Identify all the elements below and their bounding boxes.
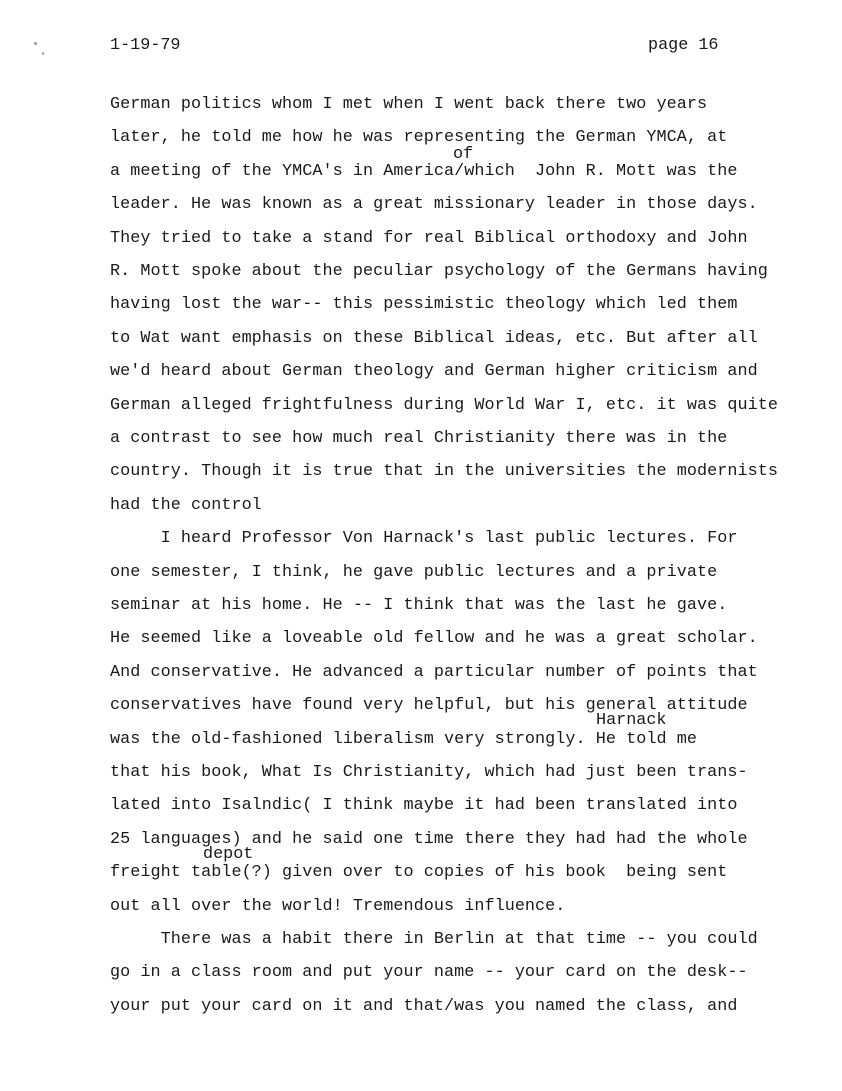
text-line: a meeting of the YMCA's in America/which John R. Mott was the (110, 161, 738, 181)
text-line: He seemed like a loveable old fellow and he was a great scholar. (110, 629, 758, 649)
text-line: conservatives have found very helpful, but his general attitude (110, 696, 748, 716)
text-line: I heard Professor Von Harnack's last public lectures. For (110, 529, 738, 549)
text-line: your put your card on it and that/was you named the class, and (110, 996, 738, 1016)
text-line: freight table(?) given over to copies of his book being sent (110, 863, 728, 883)
document-date: 1-19-79 (110, 36, 181, 55)
text-line: having lost the war-- this pessimistic theology which led them (110, 295, 738, 315)
insertion-harnack: Harnack (596, 711, 667, 730)
insertion-of: of (453, 145, 474, 164)
text-line: a contrast to see how much real Christianity there was in the (110, 429, 728, 448)
text-line: later, he told me how he was representing the German YMCA, at (110, 128, 728, 148)
text-line: leader. He was known as a great missionary leader in those days. (110, 195, 758, 215)
text-line: They tried to take a stand for real Biblical orthodoxy and John (110, 228, 748, 248)
text-line: one semester, I think, he gave public lectures and a private (110, 562, 718, 582)
text-line: go in a class room and put your name -- your card on the desk-- (110, 963, 748, 983)
text-line: There was a habit there in Berlin at that time -- you could (110, 930, 758, 949)
text-line: German politics whom I met when I went back there two years (110, 95, 708, 114)
text-line: seminar at his home. He -- I think that was the last he gave. (110, 596, 728, 615)
text-line: was the old-fashioned liberalism very strongly. He told me (110, 729, 697, 749)
text-line: lated into Isalndic( I think maybe it had been translated into (110, 796, 738, 816)
text-line: to Wat want emphasis on these Biblical ideas, etc. But after all (110, 328, 758, 348)
insertion-depot: depot (203, 845, 254, 864)
text-line: 25 languages) and he said one time there they had had the whole (110, 829, 748, 849)
page-number: page 16 (648, 36, 719, 55)
text-line: had the control (110, 495, 262, 515)
text-line: out all over the world! Tremendous influence. (110, 896, 566, 916)
text-line: that his book, What Is Christianity, which had just been trans- (110, 763, 748, 782)
text-line: And conservative. He advanced a particular number of points that (110, 662, 758, 682)
text-line: R. Mott spoke about the peculiar psychology of the Germans having (110, 262, 768, 281)
text-line: German alleged frightfulness during World War I, etc. it was quite (110, 395, 778, 415)
text-line: we'd heard about German theology and German higher criticism and (110, 362, 758, 382)
scan-speck (42, 52, 44, 55)
scan-speck (34, 42, 37, 45)
text-line: country. Though it is true that in the universities the modernists (110, 462, 778, 482)
